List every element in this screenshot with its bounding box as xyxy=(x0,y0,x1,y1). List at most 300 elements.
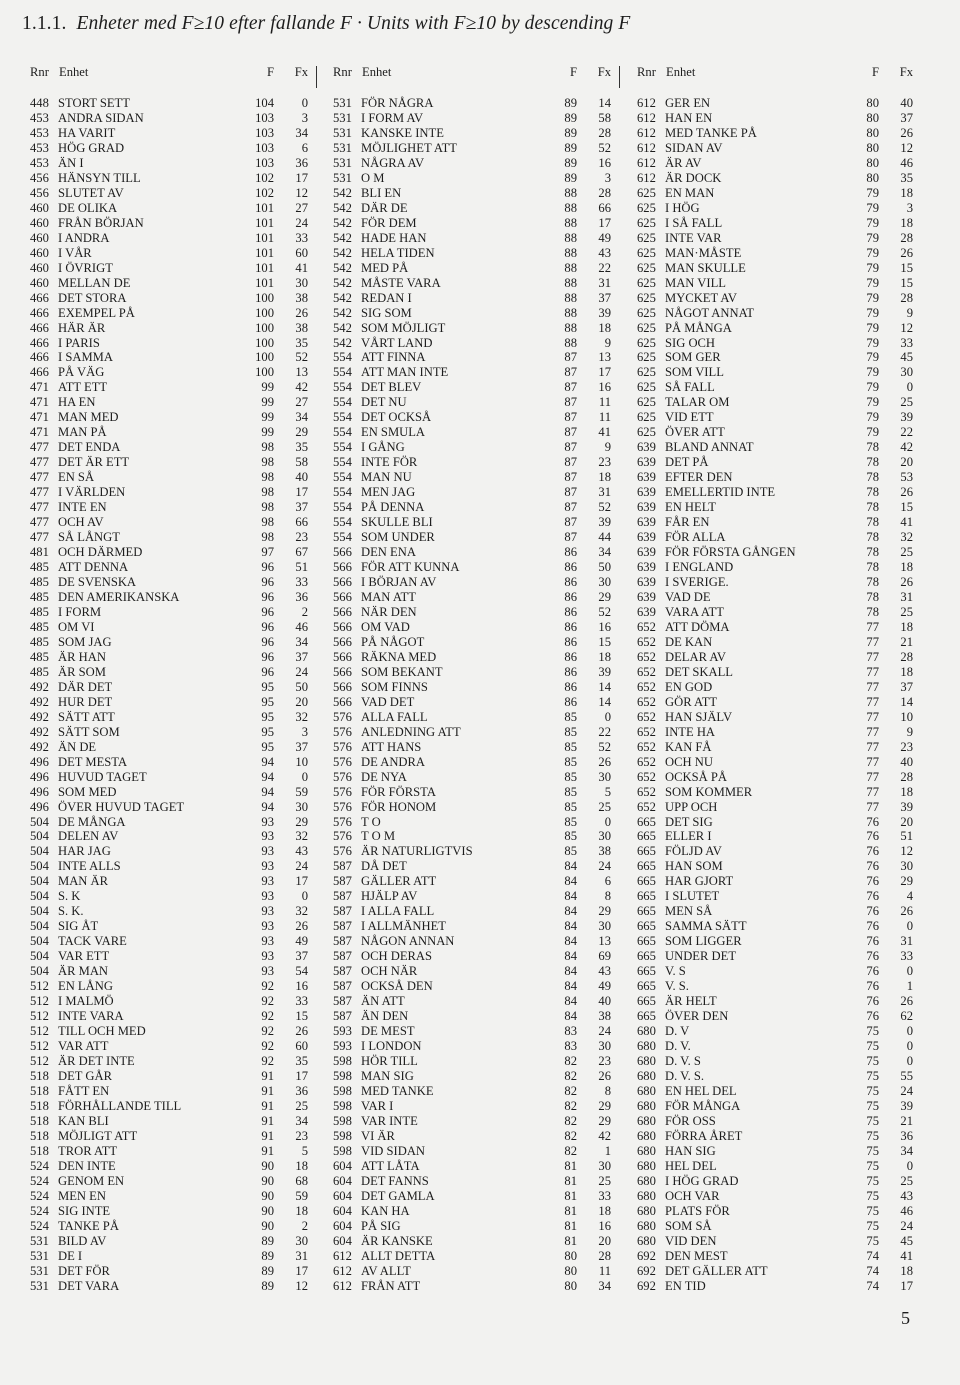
table-row xyxy=(30,440,308,455)
fx-cell: 35 xyxy=(295,335,308,350)
unit-cell: SOM GER xyxy=(665,350,721,365)
unit-cell: DÄR DE xyxy=(361,200,408,215)
rank-cell: 576 xyxy=(333,769,352,784)
rank-cell: 680 xyxy=(637,1218,656,1233)
unit-cell: HAN EN xyxy=(665,110,713,125)
table-row xyxy=(30,1129,308,1144)
unit-cell: FÖR DEM xyxy=(361,215,417,230)
fx-cell: 37 xyxy=(900,110,913,125)
table-row xyxy=(637,470,913,485)
table-row xyxy=(637,440,913,455)
table-row xyxy=(333,904,611,919)
frequency-cell: 79 xyxy=(866,395,879,410)
fx-cell: 9 xyxy=(906,305,913,320)
table-row xyxy=(30,1204,308,1219)
fx-cell: 18 xyxy=(598,470,611,485)
rank-cell: 554 xyxy=(333,365,352,380)
fx-cell: 33 xyxy=(598,1188,611,1203)
table-row xyxy=(333,1099,611,1114)
unit-cell: SIG ÅT xyxy=(58,919,99,934)
table-row xyxy=(30,1159,308,1174)
frequency-cell: 103 xyxy=(255,155,274,170)
fx-cell: 22 xyxy=(900,425,913,440)
table-row xyxy=(637,156,913,171)
rank-cell: 460 xyxy=(30,215,49,230)
table-row xyxy=(637,231,913,246)
fx-cell: 28 xyxy=(900,290,913,305)
frequency-cell: 88 xyxy=(564,260,577,275)
unit-cell: ATT DENNA xyxy=(58,560,129,575)
fx-cell: 25 xyxy=(900,1173,913,1188)
rank-cell: 504 xyxy=(30,829,49,844)
table-row xyxy=(333,276,611,291)
unit-cell: HÖR TILL xyxy=(361,1054,418,1068)
rank-cell: 680 xyxy=(637,1098,656,1113)
unit-cell: ÄR HELT xyxy=(665,994,717,1009)
rank-cell: 496 xyxy=(30,769,49,784)
rank-cell: 598 xyxy=(333,1083,352,1098)
rank-cell: 460 xyxy=(30,275,49,290)
fx-cell: 16 xyxy=(598,380,611,395)
unit-cell: EN GOD xyxy=(665,679,713,694)
frequency-cell: 76 xyxy=(866,874,879,889)
fx-cell: 38 xyxy=(598,1009,611,1024)
fx-cell: 60 xyxy=(295,245,308,260)
unit-cell: FÖR ALLA xyxy=(665,530,726,545)
table-row xyxy=(637,575,913,590)
rank-cell: 598 xyxy=(333,1098,352,1113)
rank-cell: 504 xyxy=(30,859,49,874)
table-row xyxy=(637,1159,913,1174)
table-row xyxy=(30,815,308,830)
column-divider xyxy=(316,66,317,88)
unit-cell: INTE EN xyxy=(58,500,107,515)
rank-cell: 587 xyxy=(333,1009,352,1024)
unit-cell: ÖVER HUVUD TAGET xyxy=(58,799,185,814)
fx-cell: 45 xyxy=(900,1233,913,1248)
fx-cell: 53 xyxy=(900,470,913,485)
rank-cell: 504 xyxy=(30,844,49,859)
frequency-cell: 80 xyxy=(866,125,879,140)
frequency-cell: 98 xyxy=(261,485,274,500)
frequency-cell: 77 xyxy=(866,649,879,664)
fx-cell: 30 xyxy=(900,365,913,380)
fx-cell: 36 xyxy=(900,1128,913,1143)
table-row xyxy=(333,620,611,635)
fx-cell: 17 xyxy=(295,1068,308,1083)
fx-cell: 16 xyxy=(598,619,611,634)
unit-cell: TALAR OM xyxy=(665,395,730,410)
frequency-cell: 96 xyxy=(261,634,274,649)
rank-cell: 604 xyxy=(333,1218,352,1233)
table-row xyxy=(30,695,308,710)
table-row xyxy=(333,186,611,201)
section-number: 1.1.1. xyxy=(22,13,67,34)
frequency-cell: 76 xyxy=(866,814,879,829)
frequency-cell: 86 xyxy=(564,634,577,649)
table-row xyxy=(30,575,308,590)
table-row xyxy=(333,425,611,440)
fx-cell: 17 xyxy=(598,365,611,380)
rank-cell: 485 xyxy=(30,619,49,634)
rank-cell: 598 xyxy=(333,1113,352,1128)
rank-cell: 576 xyxy=(333,814,352,829)
unit-cell: FÖRRA ÅRET xyxy=(665,1128,743,1143)
rank-cell: 448 xyxy=(30,96,49,110)
unit-cell: KAN BLI xyxy=(58,1113,109,1128)
table-row xyxy=(637,1039,913,1054)
frequency-cell: 100 xyxy=(255,350,274,365)
rank-cell: 531 xyxy=(333,170,352,185)
rank-cell: 471 xyxy=(30,380,49,395)
table-row xyxy=(30,725,308,740)
table-row xyxy=(30,171,308,186)
rank-cell: 680 xyxy=(637,1024,656,1039)
unit-cell: I ALLA FALL xyxy=(361,904,435,919)
fx-cell: 13 xyxy=(295,365,308,380)
unit-cell: HÄR ÄR xyxy=(58,320,106,335)
unit-cell: EN MAN xyxy=(665,185,715,200)
frequency-cell: 76 xyxy=(866,934,879,949)
rank-cell: 639 xyxy=(637,560,656,575)
fx-cell: 24 xyxy=(295,664,308,679)
frequency-cell: 90 xyxy=(261,1203,274,1218)
unit-cell: STORT SETT xyxy=(58,96,130,110)
frequency-cell: 75 xyxy=(866,1098,879,1113)
frequency-cell: 79 xyxy=(866,320,879,335)
frequency-cell: 92 xyxy=(261,1009,274,1024)
table-row xyxy=(637,1084,913,1099)
frequency-cell: 87 xyxy=(564,395,577,410)
table-row xyxy=(30,1009,308,1024)
unit-cell: S. K. xyxy=(58,904,84,919)
frequency-cell: 93 xyxy=(261,919,274,934)
rank-cell: 639 xyxy=(637,589,656,604)
table-row xyxy=(30,844,308,859)
frequency-cell: 81 xyxy=(564,1218,577,1233)
fx-cell: 3 xyxy=(301,724,308,739)
table-row xyxy=(637,1129,913,1144)
unit-cell: MAN NU xyxy=(361,470,412,485)
fx-cell: 36 xyxy=(295,155,308,170)
frequency-cell: 75 xyxy=(866,1158,879,1173)
fx-cell: 11 xyxy=(598,410,611,425)
table-row xyxy=(637,96,913,111)
table-row xyxy=(333,126,611,141)
unit-cell: MAN ÄR xyxy=(58,874,109,889)
rank-cell: 531 xyxy=(333,155,352,170)
unit-cell: ELLER I xyxy=(665,829,712,844)
fx-cell: 43 xyxy=(598,245,611,260)
unit-cell: SOM JAG xyxy=(58,634,112,649)
table-row xyxy=(333,1249,611,1264)
fx-cell: 52 xyxy=(295,350,308,365)
frequency-cell: 76 xyxy=(866,844,879,859)
table-row xyxy=(637,650,913,665)
frequency-cell: 79 xyxy=(866,380,879,395)
rank-cell: 477 xyxy=(30,515,49,530)
table-row xyxy=(30,1084,308,1099)
fx-cell: 25 xyxy=(900,545,913,560)
table-row xyxy=(30,201,308,216)
frequency-cell: 82 xyxy=(564,1098,577,1113)
unit-cell: KAN FÅ xyxy=(665,739,712,754)
table-row xyxy=(637,725,913,740)
unit-cell: NÅGOT ANNAT xyxy=(665,305,754,320)
table-row xyxy=(637,425,913,440)
table-row xyxy=(637,455,913,470)
table-row xyxy=(637,216,913,231)
rank-cell: 604 xyxy=(333,1233,352,1248)
fx-cell: 62 xyxy=(900,1009,913,1024)
frequency-cell: 100 xyxy=(255,335,274,350)
fx-cell: 0 xyxy=(906,964,913,979)
rank-cell: 652 xyxy=(637,649,656,664)
fx-cell: 29 xyxy=(598,589,611,604)
fx-cell: 4 xyxy=(906,889,913,904)
rank-cell: 566 xyxy=(333,634,352,649)
rank-cell: 566 xyxy=(333,679,352,694)
fx-cell: 18 xyxy=(598,320,611,335)
frequency-cell: 93 xyxy=(261,949,274,964)
fx-cell: 22 xyxy=(598,724,611,739)
rank-cell: 453 xyxy=(30,140,49,155)
fx-cell: 58 xyxy=(295,455,308,470)
header-fx: Fx xyxy=(899,65,913,79)
rank-cell: 566 xyxy=(333,560,352,575)
unit-cell: MED PÅ xyxy=(361,260,409,275)
fx-cell: 17 xyxy=(900,1278,913,1293)
unit-cell: MED TANKE xyxy=(361,1083,434,1098)
fx-cell: 24 xyxy=(598,1024,611,1039)
table-row xyxy=(30,336,308,351)
fx-cell: 30 xyxy=(900,859,913,874)
frequency-cell: 77 xyxy=(866,739,879,754)
fx-cell: 15 xyxy=(900,275,913,290)
unit-cell: DET SKALL xyxy=(665,664,733,679)
unit-cell: REDAN I xyxy=(361,290,412,305)
rank-cell: 652 xyxy=(637,694,656,709)
table-row xyxy=(30,1174,308,1189)
unit-cell: OM VI xyxy=(58,619,95,634)
fx-cell: 38 xyxy=(295,290,308,305)
fx-cell: 16 xyxy=(598,1218,611,1233)
table-row xyxy=(637,336,913,351)
fx-cell: 30 xyxy=(598,829,611,844)
unit-cell: ÄR HAN xyxy=(58,649,106,664)
table-header-row xyxy=(30,63,308,81)
frequency-cell: 75 xyxy=(866,1054,879,1068)
frequency-cell: 88 xyxy=(564,335,577,350)
rank-cell: 466 xyxy=(30,335,49,350)
table-row xyxy=(637,276,913,291)
unit-cell: I BÖRJAN AV xyxy=(361,575,437,589)
fx-cell: 29 xyxy=(295,425,308,440)
unit-cell: SÄTT SOM xyxy=(58,724,120,739)
frequency-cell: 101 xyxy=(255,200,274,215)
header-f: F xyxy=(569,65,577,79)
unit-cell: ATT FINNA xyxy=(361,350,426,365)
fx-cell: 0 xyxy=(906,1054,913,1068)
table-row xyxy=(637,1279,913,1294)
rank-cell: 504 xyxy=(30,934,49,949)
table-row xyxy=(333,815,611,830)
rank-cell: 542 xyxy=(333,305,352,320)
frequency-cell: 101 xyxy=(255,275,274,290)
fx-cell: 17 xyxy=(295,170,308,185)
fx-cell: 5 xyxy=(604,784,611,799)
frequency-cell: 87 xyxy=(564,350,577,365)
table-row xyxy=(333,306,611,321)
fx-cell: 17 xyxy=(295,1263,308,1278)
fx-cell: 9 xyxy=(604,440,611,455)
table-row xyxy=(30,1249,308,1264)
unit-cell: FÖR HONOM xyxy=(361,799,437,814)
fx-cell: 0 xyxy=(906,919,913,934)
rank-cell: 518 xyxy=(30,1143,49,1158)
fx-cell: 30 xyxy=(295,799,308,814)
table-row xyxy=(30,455,308,470)
table-row xyxy=(333,291,611,306)
frequency-cell: 85 xyxy=(564,814,577,829)
unit-cell: HAR JAG xyxy=(58,844,111,859)
frequency-cell: 81 xyxy=(564,1158,577,1173)
frequency-cell: 79 xyxy=(866,260,879,275)
frequency-cell: 96 xyxy=(261,649,274,664)
rank-cell: 531 xyxy=(333,110,352,125)
frequency-cell: 88 xyxy=(564,230,577,245)
rank-cell: 652 xyxy=(637,739,656,754)
unit-cell: SOM SÅ xyxy=(665,1218,712,1233)
frequency-cell: 80 xyxy=(564,1278,577,1293)
frequency-cell: 89 xyxy=(261,1248,274,1263)
rank-cell: 460 xyxy=(30,260,49,275)
table-row xyxy=(637,171,913,186)
fx-cell: 45 xyxy=(900,350,913,365)
fx-cell: 25 xyxy=(900,604,913,619)
frequency-cell: 101 xyxy=(255,230,274,245)
unit-cell: DE KAN xyxy=(665,634,713,649)
unit-cell: DET FÖR xyxy=(58,1263,110,1278)
frequency-cell: 76 xyxy=(866,919,879,934)
rank-cell: 587 xyxy=(333,934,352,949)
table-row xyxy=(637,246,913,261)
unit-cell: ATT ETT xyxy=(58,380,108,395)
table-row xyxy=(30,126,308,141)
table-row xyxy=(30,291,308,306)
unit-cell: EN HEL DEL xyxy=(665,1083,737,1098)
rank-cell: 518 xyxy=(30,1068,49,1083)
frequency-cell: 86 xyxy=(564,589,577,604)
fx-cell: 31 xyxy=(900,589,913,604)
rank-cell: 612 xyxy=(637,110,656,125)
fx-cell: 34 xyxy=(295,1113,308,1128)
table-row xyxy=(333,979,611,994)
frequency-cell: 79 xyxy=(866,425,879,440)
table-row xyxy=(637,859,913,874)
rank-cell: 492 xyxy=(30,739,49,754)
unit-cell: ÖVER ATT xyxy=(665,425,725,440)
fx-cell: 30 xyxy=(598,1158,611,1173)
table-row xyxy=(637,770,913,785)
rank-cell: 652 xyxy=(637,754,656,769)
rank-cell: 531 xyxy=(30,1248,49,1263)
table-row xyxy=(333,111,611,126)
table-row xyxy=(333,710,611,725)
rank-cell: 612 xyxy=(637,155,656,170)
fx-cell: 9 xyxy=(604,335,611,350)
frequency-cell: 79 xyxy=(866,230,879,245)
table-column-1 xyxy=(30,63,308,1294)
unit-cell: FÖR OSS xyxy=(665,1113,716,1128)
unit-cell: SOM VILL xyxy=(665,365,724,380)
fx-cell: 24 xyxy=(295,859,308,874)
frequency-cell: 102 xyxy=(255,170,274,185)
frequency-cell: 75 xyxy=(866,1188,879,1203)
fx-cell: 32 xyxy=(900,530,913,545)
fx-cell: 29 xyxy=(598,1113,611,1128)
table-row xyxy=(30,889,308,904)
rank-cell: 625 xyxy=(637,290,656,305)
unit-cell: FÖR MÅNGA xyxy=(665,1098,741,1113)
rank-cell: 665 xyxy=(637,919,656,934)
unit-cell: ATT MAN INTE xyxy=(361,365,449,380)
rank-cell: 625 xyxy=(637,260,656,275)
frequency-cell: 75 xyxy=(866,1218,879,1233)
rank-cell: 639 xyxy=(637,455,656,470)
table-row xyxy=(30,231,308,246)
fx-cell: 27 xyxy=(295,200,308,215)
table-row xyxy=(333,725,611,740)
fx-cell: 17 xyxy=(598,215,611,230)
unit-cell: DELEN AV xyxy=(58,829,119,844)
rank-cell: 639 xyxy=(637,515,656,530)
frequency-cell: 104 xyxy=(255,96,274,110)
frequency-cell: 85 xyxy=(564,754,577,769)
rank-cell: 680 xyxy=(637,1039,656,1054)
frequency-cell: 79 xyxy=(866,290,879,305)
fx-cell: 59 xyxy=(295,1188,308,1203)
header-rnr: Rnr xyxy=(333,65,352,79)
table-row xyxy=(637,186,913,201)
table-row xyxy=(333,680,611,695)
frequency-cell: 87 xyxy=(564,515,577,530)
rank-cell: 625 xyxy=(637,320,656,335)
unit-cell: EXEMPEL PÅ xyxy=(58,305,135,320)
rank-cell: 453 xyxy=(30,155,49,170)
frequency-cell: 97 xyxy=(261,545,274,560)
table-row xyxy=(30,620,308,635)
rank-cell: 524 xyxy=(30,1173,49,1188)
frequency-cell: 81 xyxy=(564,1233,577,1248)
rank-cell: 692 xyxy=(637,1248,656,1263)
fx-cell: 40 xyxy=(598,994,611,1009)
rank-cell: 680 xyxy=(637,1128,656,1143)
table-row xyxy=(333,515,611,530)
table-row xyxy=(333,201,611,216)
rank-cell: 492 xyxy=(30,679,49,694)
unit-cell: ÄR SOM xyxy=(58,664,106,679)
unit-cell: SIG INTE xyxy=(58,1203,111,1218)
unit-cell: MELLAN DE xyxy=(58,275,131,290)
fx-cell: 58 xyxy=(598,110,611,125)
rank-cell: 625 xyxy=(637,410,656,425)
page-heading xyxy=(22,13,630,35)
frequency-cell: 92 xyxy=(261,1054,274,1068)
table-row xyxy=(30,1114,308,1129)
table-row xyxy=(30,979,308,994)
frequency-cell: 90 xyxy=(261,1188,274,1203)
